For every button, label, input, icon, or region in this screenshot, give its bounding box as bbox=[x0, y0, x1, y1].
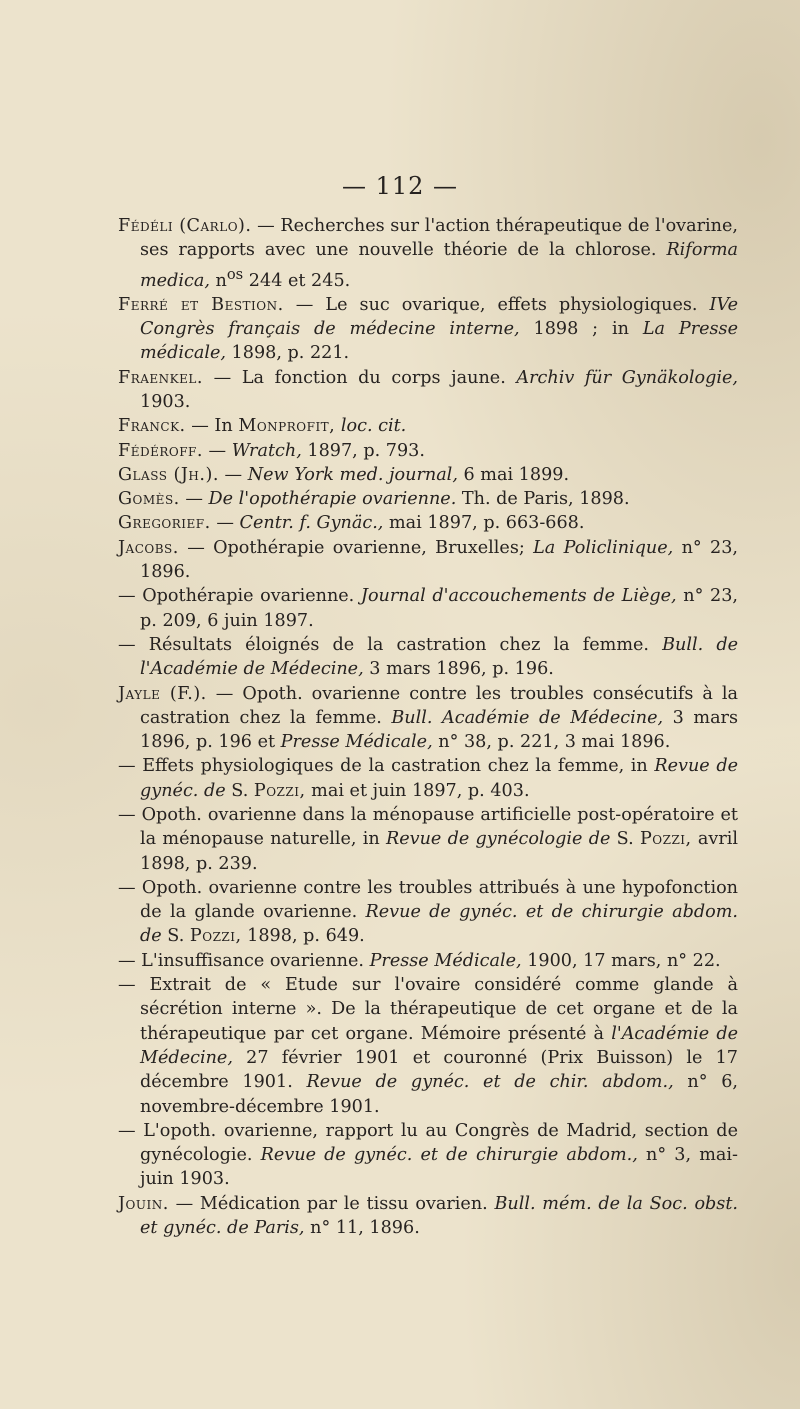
entry-journal: Bull. Académie de Médecine, bbox=[391, 707, 664, 728]
bibliography-entry bbox=[118, 803, 738, 876]
bibliography-entry bbox=[118, 876, 738, 949]
bibliography-entry bbox=[118, 633, 738, 682]
entry-text: — La fonction du corps jaune. bbox=[202, 367, 517, 388]
bibliography-entry bbox=[118, 1119, 738, 1192]
entry-journal: loc. cit. bbox=[340, 416, 407, 437]
bibliography-entry bbox=[118, 463, 738, 487]
entry-author: Jouin. bbox=[118, 1193, 169, 1214]
bibliography-entry bbox=[118, 487, 738, 511]
bibliography-entry bbox=[118, 511, 738, 535]
entry-text: — Opothérapie ovarienne. bbox=[118, 586, 361, 607]
entry-text: 3 mars 1896, p. 196. bbox=[363, 659, 554, 680]
entry-text: S. bbox=[225, 780, 254, 801]
bibliography-entry bbox=[118, 214, 738, 293]
entry-text: 6 mai 1899. bbox=[457, 464, 570, 485]
entry-author: Ferré et Bestion. bbox=[118, 294, 284, 315]
entry-text: — bbox=[202, 440, 232, 461]
entry-text: 1900, 17 mars, n° 22. bbox=[521, 950, 721, 971]
entry-author: Pozzi, bbox=[189, 926, 242, 947]
entry-text: — Le suc ovarique, effets physiologiques. bbox=[283, 294, 710, 315]
entry-author: Pozzi, bbox=[253, 780, 306, 801]
bibliography-entry bbox=[118, 754, 738, 803]
entry-text: — Résultats éloignés de la castration chez la femme. bbox=[118, 634, 663, 655]
entry-text: 27 février 1901 et couronné (Prix Buisson) le 17 décembre 1901. bbox=[140, 1047, 738, 1093]
entry-author: Gomès. bbox=[118, 489, 180, 510]
entry-text: — Extrait de « Etude sur l'ovaire considéré comme glande à sécrétion interne ». De la thérapeutique de cet organe et de la thérapeutique par cet organe. Mémoire présenté à bbox=[118, 975, 738, 1044]
entry-journal: New York med. journal, bbox=[247, 464, 458, 485]
entry-text: n° 38, p. 221, 3 mai 1896. bbox=[432, 732, 671, 753]
bibliography-entry bbox=[118, 293, 738, 366]
entry-journal: l'Académie de Médecine, bbox=[140, 1023, 738, 1068]
entry-text: — Opoth. ovarienne dans la ménopause artificielle post-opératoire et la ménopause naturelle, in bbox=[118, 804, 738, 850]
entry-author: Jayle (F.). bbox=[118, 683, 207, 704]
entry-text: 244 et 245. bbox=[243, 270, 351, 291]
entry-text: S. bbox=[610, 829, 640, 850]
entry-text: n bbox=[209, 270, 227, 291]
entry-superscript: os bbox=[226, 265, 244, 283]
entry-author: Pozzi, bbox=[639, 829, 692, 850]
entry-text: — Opothérapie ovarienne, Bruxelles; bbox=[178, 537, 534, 558]
entry-journal: De l'opothérapie ovarienne. bbox=[208, 489, 457, 510]
entry-author: Fraenkel. bbox=[118, 367, 203, 388]
entry-text: mai et juin 1897, p. 403. bbox=[305, 780, 530, 801]
entry-journal: Presse Médicale, bbox=[369, 950, 522, 971]
entry-journal: Revue de gynéc. de bbox=[140, 756, 738, 801]
entry-text: n° 3, mai-juin 1903. bbox=[140, 1145, 738, 1190]
bibliography-entry bbox=[118, 439, 738, 463]
entry-text: — In bbox=[185, 416, 239, 437]
page-number: — 112 — bbox=[341, 172, 459, 200]
entry-journal: IVe Congrès français de médecine interne, bbox=[140, 294, 738, 340]
entry-text: mai 1897, p. 663-668. bbox=[383, 513, 585, 534]
entry-journal: Wratch, bbox=[231, 440, 302, 461]
entry-text: — Opoth. ovarienne contre les troubles consécutifs à la castration chez la femme. bbox=[140, 683, 738, 728]
entry-author: Glass (Jh.). bbox=[118, 464, 219, 485]
entry-journal: Centr. f. Gynäc., bbox=[239, 513, 384, 534]
bibliography-entry bbox=[118, 682, 738, 755]
bibliography-entry bbox=[118, 973, 738, 1119]
entry-text: — bbox=[179, 489, 209, 510]
entry-text: S. bbox=[161, 926, 190, 947]
entry-author: Gregorief. bbox=[118, 513, 211, 534]
entry-text: — Médication par le tissu ovarien. bbox=[168, 1193, 495, 1214]
entry-text: — Opoth. ovarienne contre les troubles attribués à une hypofonction de la glande ovarienne. bbox=[118, 877, 738, 923]
bibliography-entry bbox=[118, 584, 738, 633]
entry-author: Franck. bbox=[118, 416, 186, 437]
entry-journal: La Policlinique, bbox=[533, 537, 674, 558]
entry-text: 3 mars 1896, p. 196 et bbox=[140, 707, 738, 753]
entry-text: n° 6, novembre-décembre 1901. bbox=[140, 1072, 738, 1117]
entry-text: — bbox=[210, 513, 240, 534]
bibliography-entry bbox=[118, 414, 738, 438]
entry-text: n° 23, 1896. bbox=[140, 537, 738, 583]
entry-journal: Bull. mém. de la Soc. obst. et gynéc. de Paris, bbox=[140, 1193, 738, 1239]
entry-text: 1898 ; in bbox=[519, 319, 643, 340]
entry-journal: Presse Médicale, bbox=[280, 732, 433, 753]
entry-text: 1898, p. 221. bbox=[225, 343, 350, 364]
entry-text: — bbox=[218, 464, 248, 485]
entry-author: Jacobs. bbox=[118, 537, 179, 558]
bibliography-entry bbox=[118, 1192, 738, 1241]
bibliography-list bbox=[118, 214, 738, 1240]
entry-journal: Revue de gynéc. et de chirurgie abdom. de bbox=[140, 902, 739, 947]
entry-author: Fédéroff. bbox=[118, 440, 203, 461]
entry-text: n° 11, 1896. bbox=[304, 1218, 420, 1239]
entry-text: avril 1898, p. 239. bbox=[140, 829, 738, 874]
entry-text: n° 23, p. 209, 6 juin 1897. bbox=[140, 586, 738, 631]
bibliography-entry bbox=[118, 536, 738, 585]
entry-text: — Effets physiologiques de la castration chez la femme, in bbox=[118, 756, 655, 777]
entry-text: 1898, p. 649. bbox=[241, 926, 365, 947]
entry-journal: La Presse médicale, bbox=[140, 319, 738, 364]
entry-text: Th. de Paris, 1898. bbox=[456, 489, 630, 510]
entry-journal: Riforma medica, bbox=[140, 240, 738, 291]
bibliography-entry bbox=[118, 949, 738, 973]
entry-text: — Recherches sur l'action thérapeutique de l'ovarine, ses rapports avec une nouvelle théorie de la chlorose. bbox=[140, 216, 738, 261]
bibliography-entry bbox=[118, 366, 738, 415]
entry-author: Monprofit, bbox=[238, 416, 336, 437]
entry-text: 1897, p. 793. bbox=[301, 440, 425, 461]
entry-author: Fédéli (Carlo). bbox=[118, 216, 252, 236]
entry-text: 1903. bbox=[140, 391, 191, 412]
entry-text: — L'insuffisance ovarienne. bbox=[118, 950, 370, 971]
entry-journal: Revue de gynécologie de bbox=[385, 829, 611, 850]
entry-journal: Archiv für Gynäkologie, bbox=[516, 367, 738, 388]
entry-text: — L'opoth. ovarienne, rapport lu au Congrès de Madrid, section de gynécologie. bbox=[118, 1120, 738, 1166]
entry-journal: Revue de gynéc. et de chir. abdom., bbox=[306, 1072, 674, 1093]
entry-journal: Bull. de l'Académie de Médecine, bbox=[140, 634, 738, 680]
entry-journal: Revue de gynéc. et de chirurgie abdom., bbox=[260, 1145, 638, 1166]
entry-journal: Journal d'accouchements de Liège, bbox=[360, 586, 677, 607]
